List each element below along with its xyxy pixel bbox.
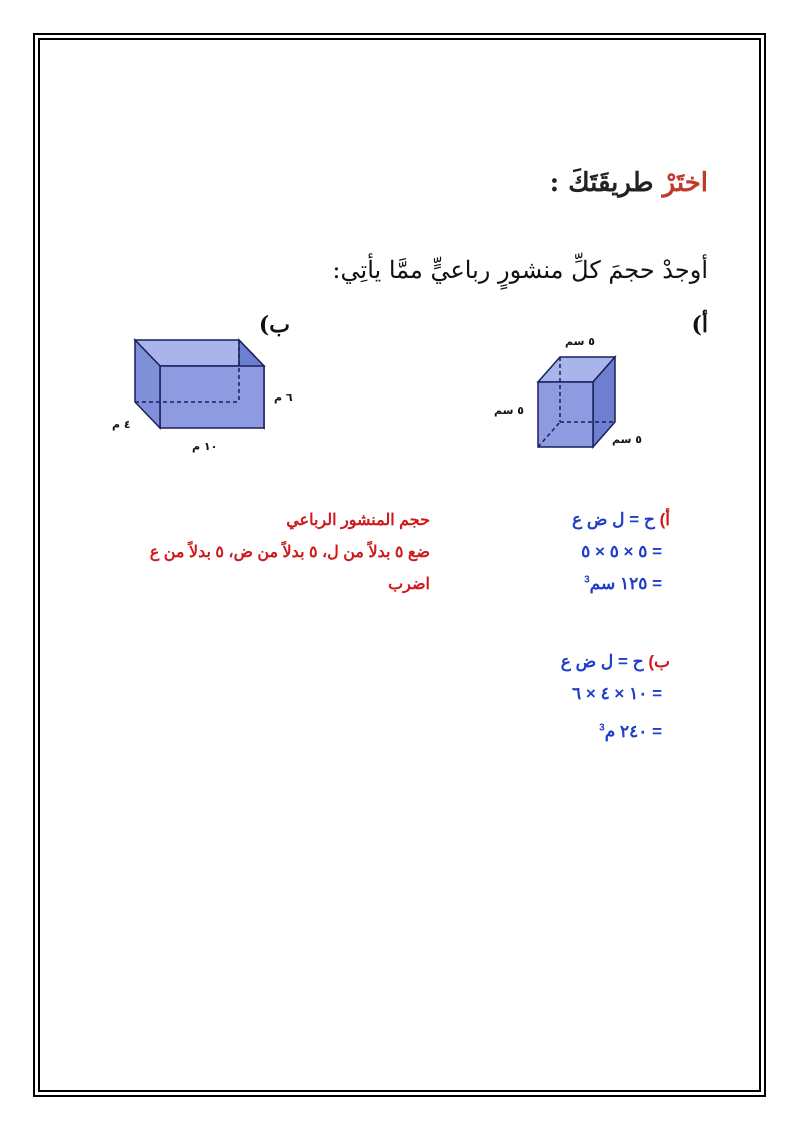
figure-a-label: أ) [691, 312, 708, 338]
solution-a-result: = ١٢٥ سم [589, 574, 662, 593]
solution-a-exponent: 3 [584, 574, 590, 586]
prism-height-dimension: ٦ م [274, 391, 293, 404]
exercise-instruction: أوجدْ حجمَ كلِّ منشورٍ رباعيٍّ ممَّا يأتِي: [332, 256, 708, 284]
solution-b-label: ب) [648, 652, 670, 671]
solution-a-label: أ) [659, 510, 670, 529]
solution-b-line1 [561, 652, 670, 672]
prism-width-dimension: ٤ م [112, 418, 131, 431]
solution-b-line3 [599, 722, 662, 742]
heading-rest: طريقَتَكَ : [549, 168, 654, 198]
cube-left-dimension: ٥ سم [494, 404, 524, 417]
rectangular-prism-figure [132, 336, 272, 431]
cube-top-dimension: ٥ سم [565, 335, 595, 348]
solution-b-line2: = ١٠ × ٤ × ٦ [572, 684, 662, 703]
solution-a-line3 [584, 574, 662, 594]
cube-bottom-dimension: ٥ سم [612, 433, 642, 446]
step-1: حجم المنشور الرباعي [286, 512, 430, 529]
solution-b-exponent: 3 [599, 722, 605, 734]
figure-b-label: ب) [258, 312, 290, 338]
section-heading [550, 168, 708, 198]
step-3: اضرب [388, 576, 430, 593]
solution-b-result: = ٢٤٠ م [604, 722, 662, 741]
solution-b-formula: ح = ل ض ع [560, 652, 644, 671]
cube-figure [530, 352, 625, 452]
solution-a-formula: ح = ل ض ع [572, 510, 655, 529]
prism-length-dimension: ١٠ م [192, 440, 218, 453]
solution-a-line2: = ٥ × ٥ × ٥ [581, 542, 662, 561]
solution-a-line1 [572, 510, 670, 530]
step-2: ضع ٥ بدلاً من ل، ٥ بدلاً من ض، ٥ بدلاً من ع [149, 544, 430, 561]
heading-accent: اختَرْ [662, 168, 708, 198]
